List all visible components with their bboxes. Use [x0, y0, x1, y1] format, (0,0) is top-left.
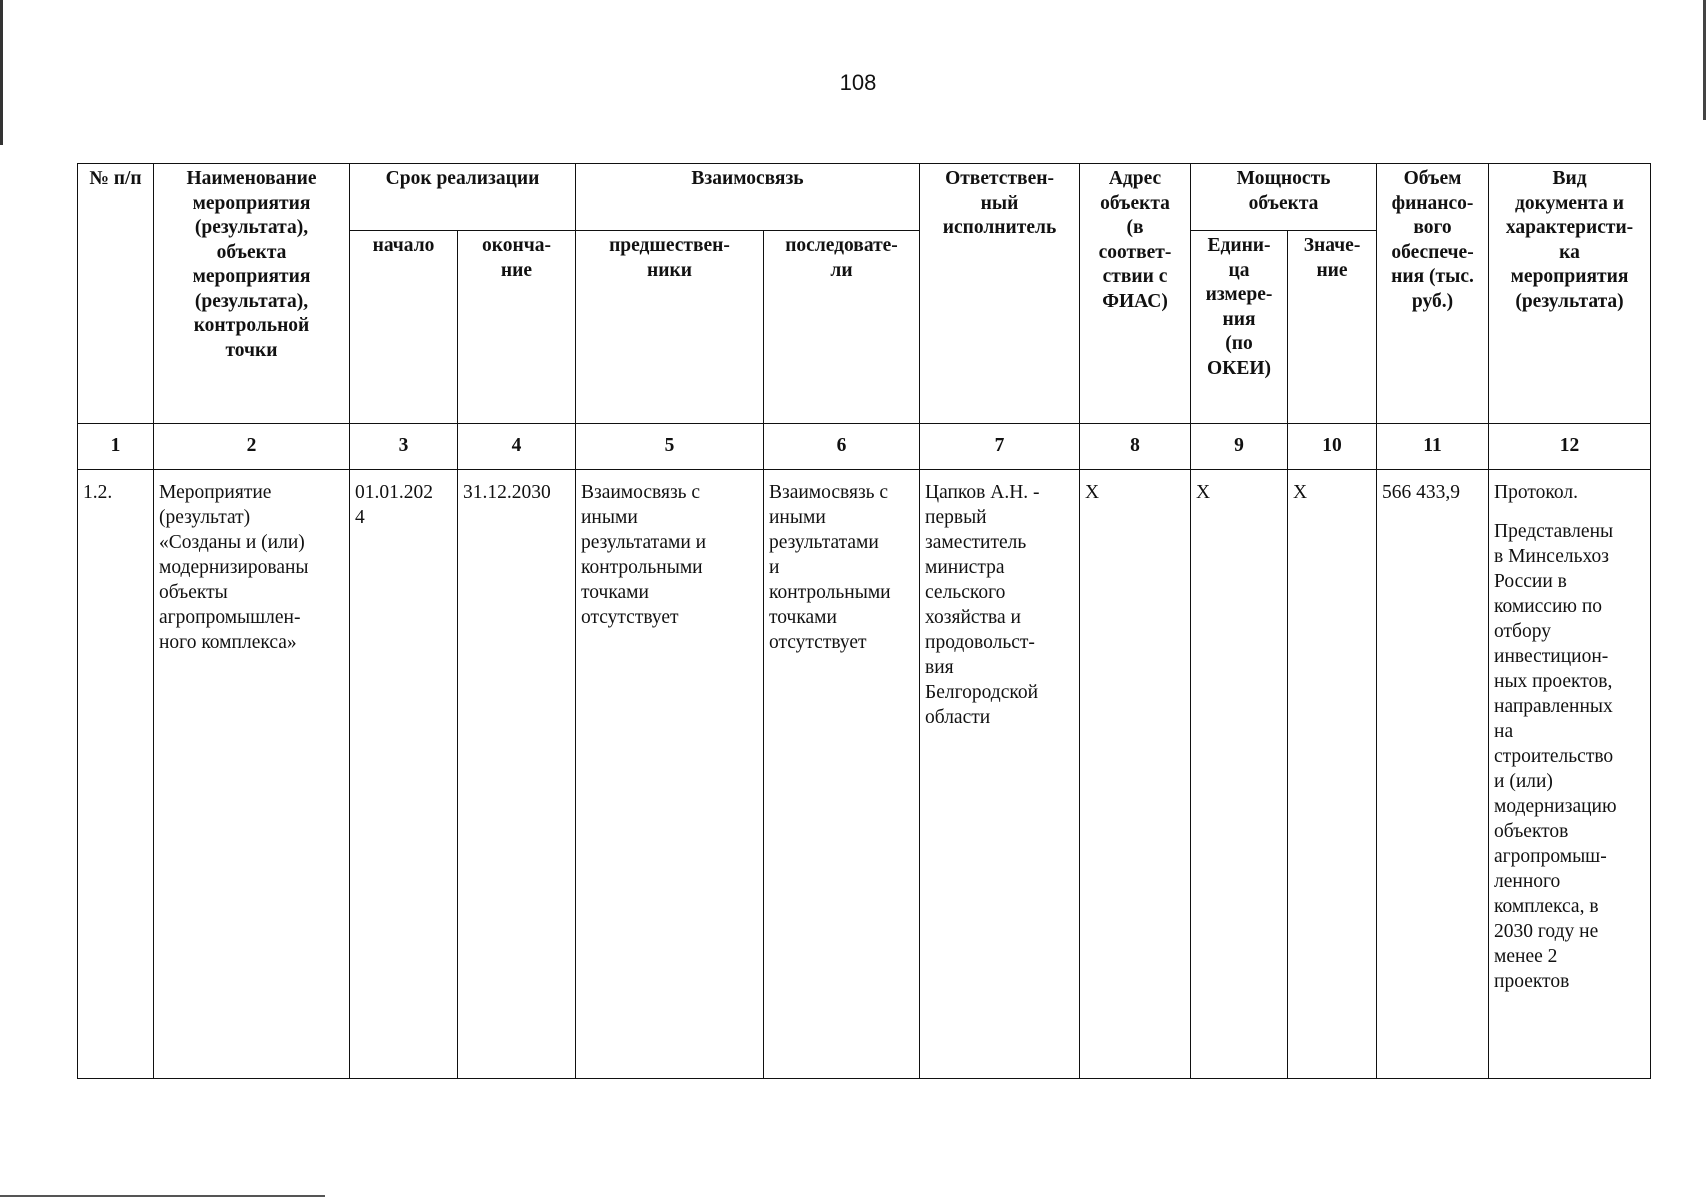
- header-capacity-unit: Едини- ца измере- ния (по ОКЕИ): [1191, 231, 1288, 424]
- column-number: 3: [350, 424, 458, 470]
- column-number: 8: [1080, 424, 1191, 470]
- row-name: Мероприятие (результат) «Созданы и (или) модернизированы объекты агропромышлен- ного комплекса»: [154, 470, 350, 1079]
- row-funding: 566 433,9: [1377, 470, 1489, 1079]
- column-number: 12: [1489, 424, 1651, 470]
- header-period-start: начало: [350, 231, 458, 424]
- header-address: Адрес объекта (в соответ- ствии с ФИАС): [1080, 164, 1191, 424]
- row-unit: X: [1191, 470, 1288, 1079]
- row-address: X: [1080, 470, 1191, 1079]
- row-doc-type: [1489, 470, 1651, 1079]
- page-number: 108: [839, 70, 877, 95]
- row-responsible: Цапков А.Н. - первый заместитель министра сельского хозяйства и продовольст- вия Белгородской области: [920, 470, 1080, 1079]
- header-funding: Объем финансо- вого обеспече- ния (тыс. руб.): [1377, 164, 1489, 424]
- header-period: Срок реализации: [350, 164, 576, 231]
- scan-edge-bottom: [0, 1195, 325, 1197]
- column-number: 7: [920, 424, 1080, 470]
- column-number: 5: [576, 424, 764, 470]
- measures-table: [77, 163, 1651, 1079]
- header-relation-prev: предшествен- ники: [576, 231, 764, 424]
- header-name: Наименование мероприятия (результата), объекта мероприятия (результата), контрольной точки: [154, 164, 350, 424]
- header-period-end: оконча- ние: [458, 231, 576, 424]
- doc-description: Представлены в Минсельхоз России в комиссию по отбору инвестицион- ных проектов, направленных на строительство и (или) модернизацию объектов агропромыш- ленного комплекса, в 2030 году не менее 2 проектов: [1494, 521, 1617, 992]
- column-number: 1: [78, 424, 154, 470]
- column-number: 4: [458, 424, 576, 470]
- column-number: 9: [1191, 424, 1288, 470]
- row-successors: Взаимосвязь с иными результатами и контрольными точками отсутствует: [764, 470, 920, 1079]
- header-doc-type: Вид документа и характеристи- ка мероприятия (результата): [1489, 164, 1651, 424]
- header-relation: Взаимосвязь: [576, 164, 920, 231]
- column-number-row: [78, 424, 1651, 470]
- column-number: 2: [154, 424, 350, 470]
- header-responsible: Ответствен- ный исполнитель: [920, 164, 1080, 424]
- row-num: 1.2.: [78, 470, 154, 1079]
- column-number: 10: [1288, 424, 1377, 470]
- doc-title: Протокол.: [1494, 482, 1578, 503]
- header-capacity-value: Значе- ние: [1288, 231, 1377, 424]
- header-num: № п/п: [78, 164, 154, 424]
- row-end-date: 31.12.2030: [458, 470, 576, 1079]
- row-predecessors: Взаимосвязь с иными результатами и контрольными точками отсутствует: [576, 470, 764, 1079]
- row-start-date: 01.01.202 4: [350, 470, 458, 1079]
- table-row: [78, 470, 1651, 1079]
- column-number: 6: [764, 424, 920, 470]
- header-capacity: Мощность объекта: [1191, 164, 1377, 231]
- row-value: X: [1288, 470, 1377, 1079]
- header-row-top: [78, 164, 1651, 231]
- header-relation-next: последовате- ли: [764, 231, 920, 424]
- column-number: 11: [1377, 424, 1489, 470]
